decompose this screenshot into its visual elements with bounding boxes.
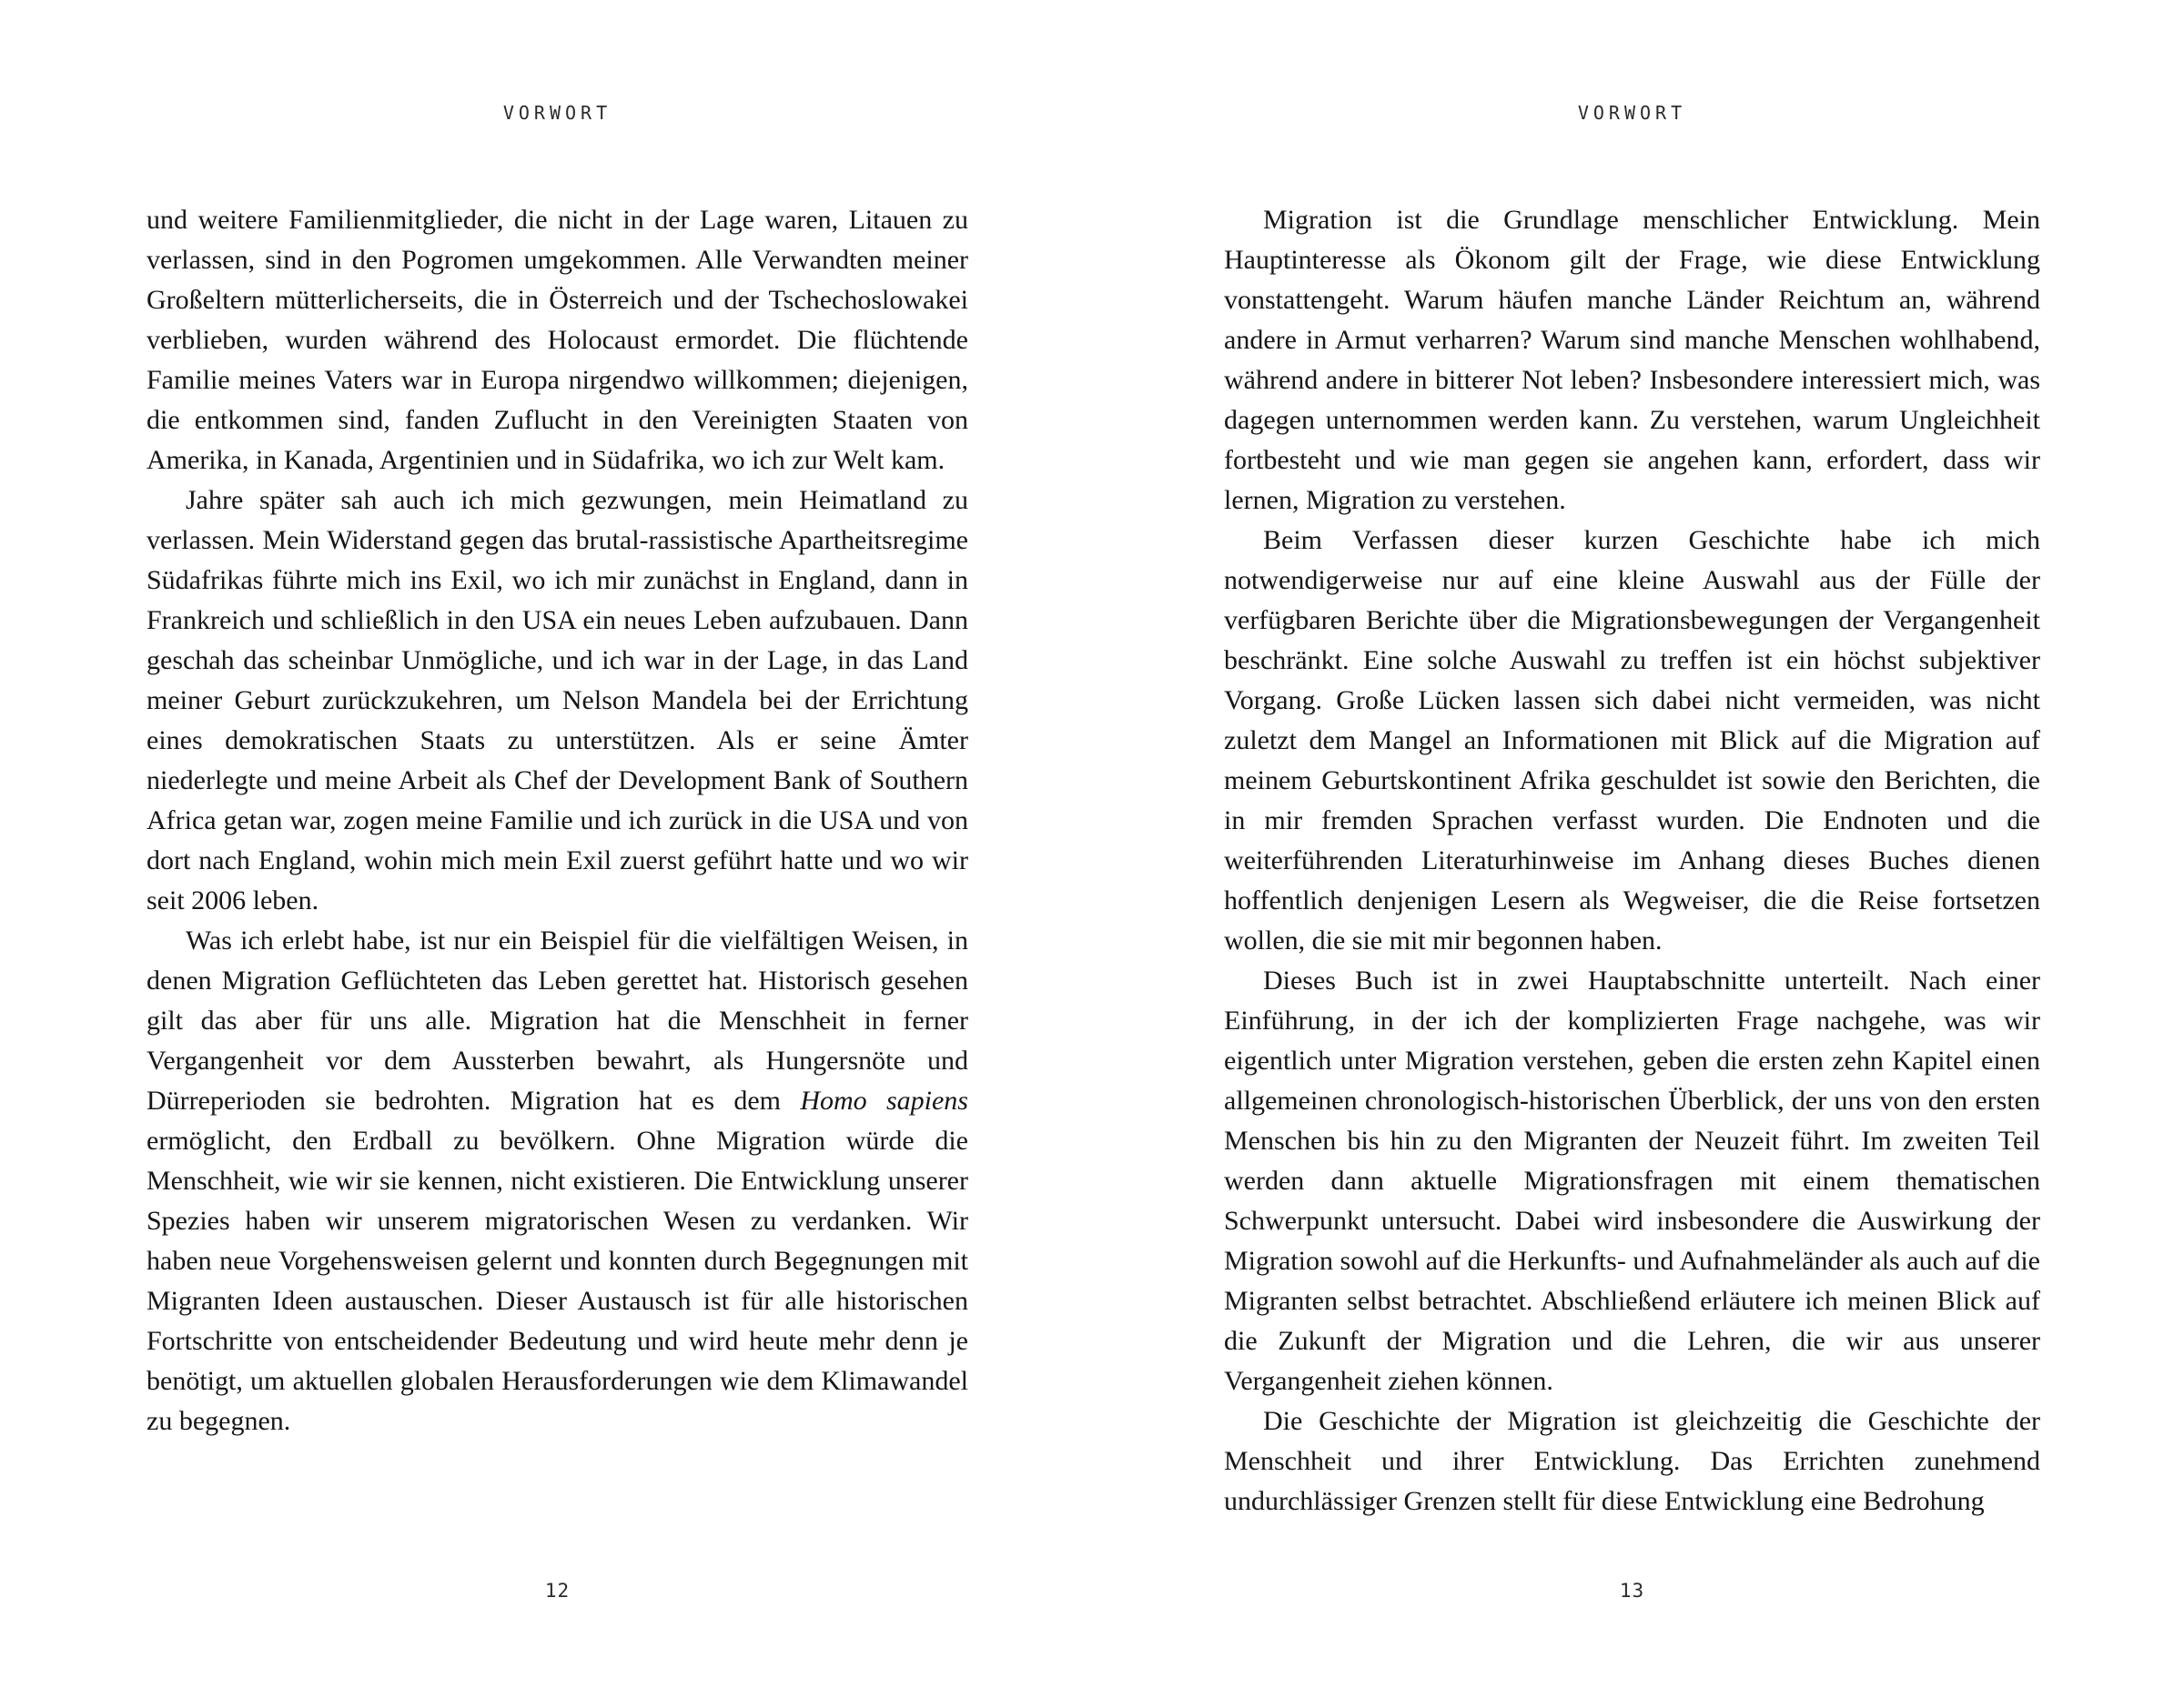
text-run: Was ich erlebt habe, ist nur ein Beispiel für die vielfältigen Weisen, in denen Migration Geflüchteten das Leben gerettet hat. Historisch gesehen gilt das aber für uns alle. Migration hat die Menschheit in ferner Vergangenheit vor dem Aussterben bewahrt, als Hungersnöte und Dürreperioden sie bedrohten. Migration hat es dem (147, 925, 968, 1116)
text-run: Die Geschichte der Migration ist gleichzeitig die Geschichte der Menschheit und ihrer Entwicklung. Das Errichten zunehmend undurchlässiger Grenzen stellt für diese Entwicklung eine Bedrohung (1224, 1406, 2040, 1516)
text-run: Migration ist die Grundlage menschlicher Entwicklung. Mein Hauptinteresse als Ökonom gilt der Frage, wie diese Entwicklung vonstattengeht. Warum häufen manche Länder Reichtum an, während andere in Armut verharren? Warum sind manche Menschen wohlhabend, während andere in bitterer Not leben? Insbesondere interessiert mich, was dagegen unternommen werden kann. Zu verstehen, warum Ungleichheit fortbesteht und wie man gegen sie angehen kann, erfordert, dass wir lernen, Migration zu verstehen. (1224, 205, 2040, 515)
running-head-left: VORWORT (502, 102, 612, 124)
text-run: Beim Verfassen dieser kurzen Geschichte habe ich mich notwendigerweise nur auf eine kleine Auswahl aus der Fülle der verfügbaren Berichte über die Migrationsbewegungen der Vergangenheit beschränkt. Eine solche Auswahl zu treffen ist ein höchst subjektiver Vorgang. Große Lücken lassen sich dabei nicht vermeiden, was nicht zuletzt dem Mangel an Informationen mit Blick auf die Migration auf meinem Geburtskontinent Afrika geschuldet ist sowie den Berichten, die in mir fremden Sprachen verfasst wurden. Die Endnoten und die weiterführenden Literaturhinweise im Anhang dieses Buches dienen hoffentlich denjenigen Lesern als Wegweiser, die die Reise fortsetzen wollen, die sie mit mir begonnen haben. (1224, 525, 2040, 956)
page-number-left: 12 (544, 1580, 571, 1602)
page-number-right: 13 (1619, 1580, 1645, 1602)
text-run: und weitere Familienmitglieder, die nicht in der Lage waren, Litauen zu verlassen, sind in den Pogromen umgekommen. Alle Verwandten meiner Großeltern mütterlicherseits, die in Österreich und der Tschechoslowakei verblieben, wurden während des Holocaust ermordet. Die flüchtende Familie meines Vaters war in Europa nirgendwo willkommen; diejenigen, die entkommen sind, fanden Zuflucht in den Vereinigten Staaten von Amerika, in Kanada, Argentinien und in Südafrika, wo ich zur Welt kam. (147, 205, 968, 475)
page-right (1224, 0, 2040, 1699)
text-run: ermöglicht, den Erdball zu bevölkern. Ohne Migration würde die Menschheit, wie wir sie kennen, nicht existieren. Die Entwicklung unserer Spezies haben wir unserem migratorischen Wesen zu verdanken. Wir haben neue Vorgehensweisen gelernt und konnten durch Begegnungen mit Migranten Ideen austauschen. Dieser Austausch ist für alle historischen Fortschritte von entscheidender Bedeutung und wird heute mehr denn je benötigt, um aktuellen globalen Herausforderungen wie dem Klimawandel zu begegnen. (147, 1126, 968, 1436)
paragraph (147, 200, 968, 480)
text-run: Dieses Buch ist in zwei Hauptabschnitte unterteilt. Nach einer Einführung, in der ich der komplizierten Frage nachgehe, was wir eigentlich unter Migration verstehen, geben die ersten zehn Kapitel einen allgemeinen chronologisch-historischen Überblick, der uns von den ersten Menschen bis hin zu den Migranten der Neuzeit führt. Im zweiten Teil werden dann aktuelle Migrationsfragen mit einem thematischen Schwerpunkt untersucht. Dabei wird insbesondere die Auswirkung der Migration sowohl auf die Herkunfts- und Aufnahmeländer als auch auf die Migranten selbst betrachtet. Abschließend erläutere ich meinen Blick auf die Zukunft der Migration und die Lehren, die wir aus unserer Vergangenheit ziehen können. (1224, 966, 2040, 1396)
italic-text-run: Homo sapiens (800, 1086, 968, 1116)
paragraph (147, 480, 968, 921)
page-content-left (147, 200, 968, 1441)
paragraph (147, 921, 968, 1441)
page-content-right (1224, 200, 2040, 1522)
paragraph (1224, 961, 2040, 1401)
running-head-right: VORWORT (1577, 102, 1687, 124)
paragraph (1224, 1401, 2040, 1522)
page-left (147, 0, 968, 1699)
text-run: Jahre später sah auch ich mich gezwungen, mein Heimatland zu verlassen. Mein Widerstand gegen das brutal-rassistische Apartheitsregime Südafrikas führte mich ins Exil, wo ich mir zunächst in England, dann in Frankreich und schließlich in den USA ein neues Leben aufzubauen. Dann geschah das scheinbar Unmögliche, und ich war in der Lage, in das Land meiner Geburt zurückzukehren, um Nelson Mandela bei der Errichtung eines demokratischen Staats zu unterstützen. Als er seine Ämter niederlegte und meine Arbeit als Chef der Development Bank of Southern Africa getan war, zogen meine Familie und ich zurück in die USA und von dort nach England, wohin mich mein Exil zuerst geführt hatte und wo wir seit 2006 leben. (147, 485, 968, 915)
paragraph (1224, 521, 2040, 961)
paragraph (1224, 200, 2040, 521)
